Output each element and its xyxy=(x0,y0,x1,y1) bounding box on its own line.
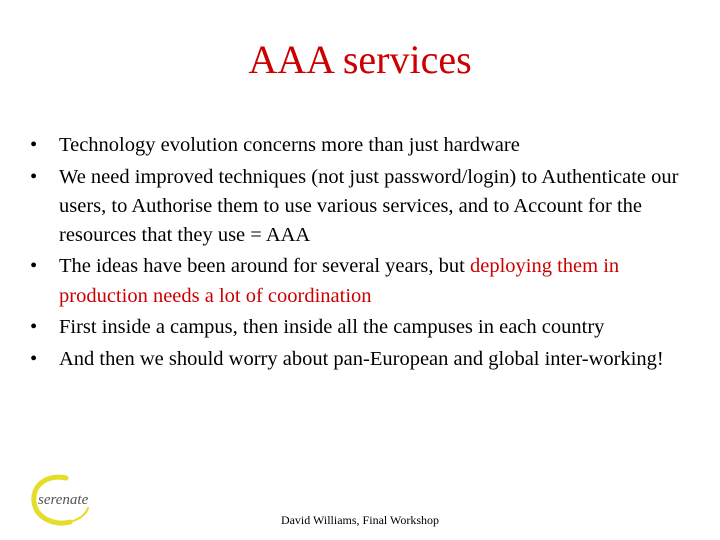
bullet-item xyxy=(30,131,700,160)
bullet-list xyxy=(30,131,700,376)
bullet-marker: • xyxy=(30,134,38,156)
bullet-marker: • xyxy=(30,165,38,188)
bullet-item xyxy=(30,313,700,342)
slide-footer: David Williams, Final Workshop xyxy=(280,513,440,527)
slide-title: AAA services xyxy=(248,37,472,82)
bullet-marker: • xyxy=(30,347,38,370)
bullet-item xyxy=(30,163,700,251)
bullet-text: We need improved techniques (not just password/login) to Authenticate our users, to Authorise them to use various services, and to Account for the resources that they use = AAA xyxy=(59,165,679,246)
bullet-text: Technology evolution concerns more than just hardware xyxy=(59,134,520,156)
bullet-text: And then we should worry about pan-European and global inter-working! xyxy=(59,347,664,370)
bullet-marker: • xyxy=(30,316,38,339)
bullet-item xyxy=(30,252,700,310)
bullet-text: The ideas have been around for several years, but xyxy=(59,255,470,278)
bullet-item xyxy=(30,345,700,374)
bullet-highlight-text: deploying them in production needs a lot of coordination xyxy=(59,255,620,307)
logo-text: serenate xyxy=(38,492,89,508)
logo-ring-tail xyxy=(70,508,88,522)
bullet-marker: • xyxy=(30,255,38,278)
serenate-logo xyxy=(26,470,98,530)
bullet-text: First inside a campus, then inside all the campuses in each country xyxy=(59,316,605,339)
